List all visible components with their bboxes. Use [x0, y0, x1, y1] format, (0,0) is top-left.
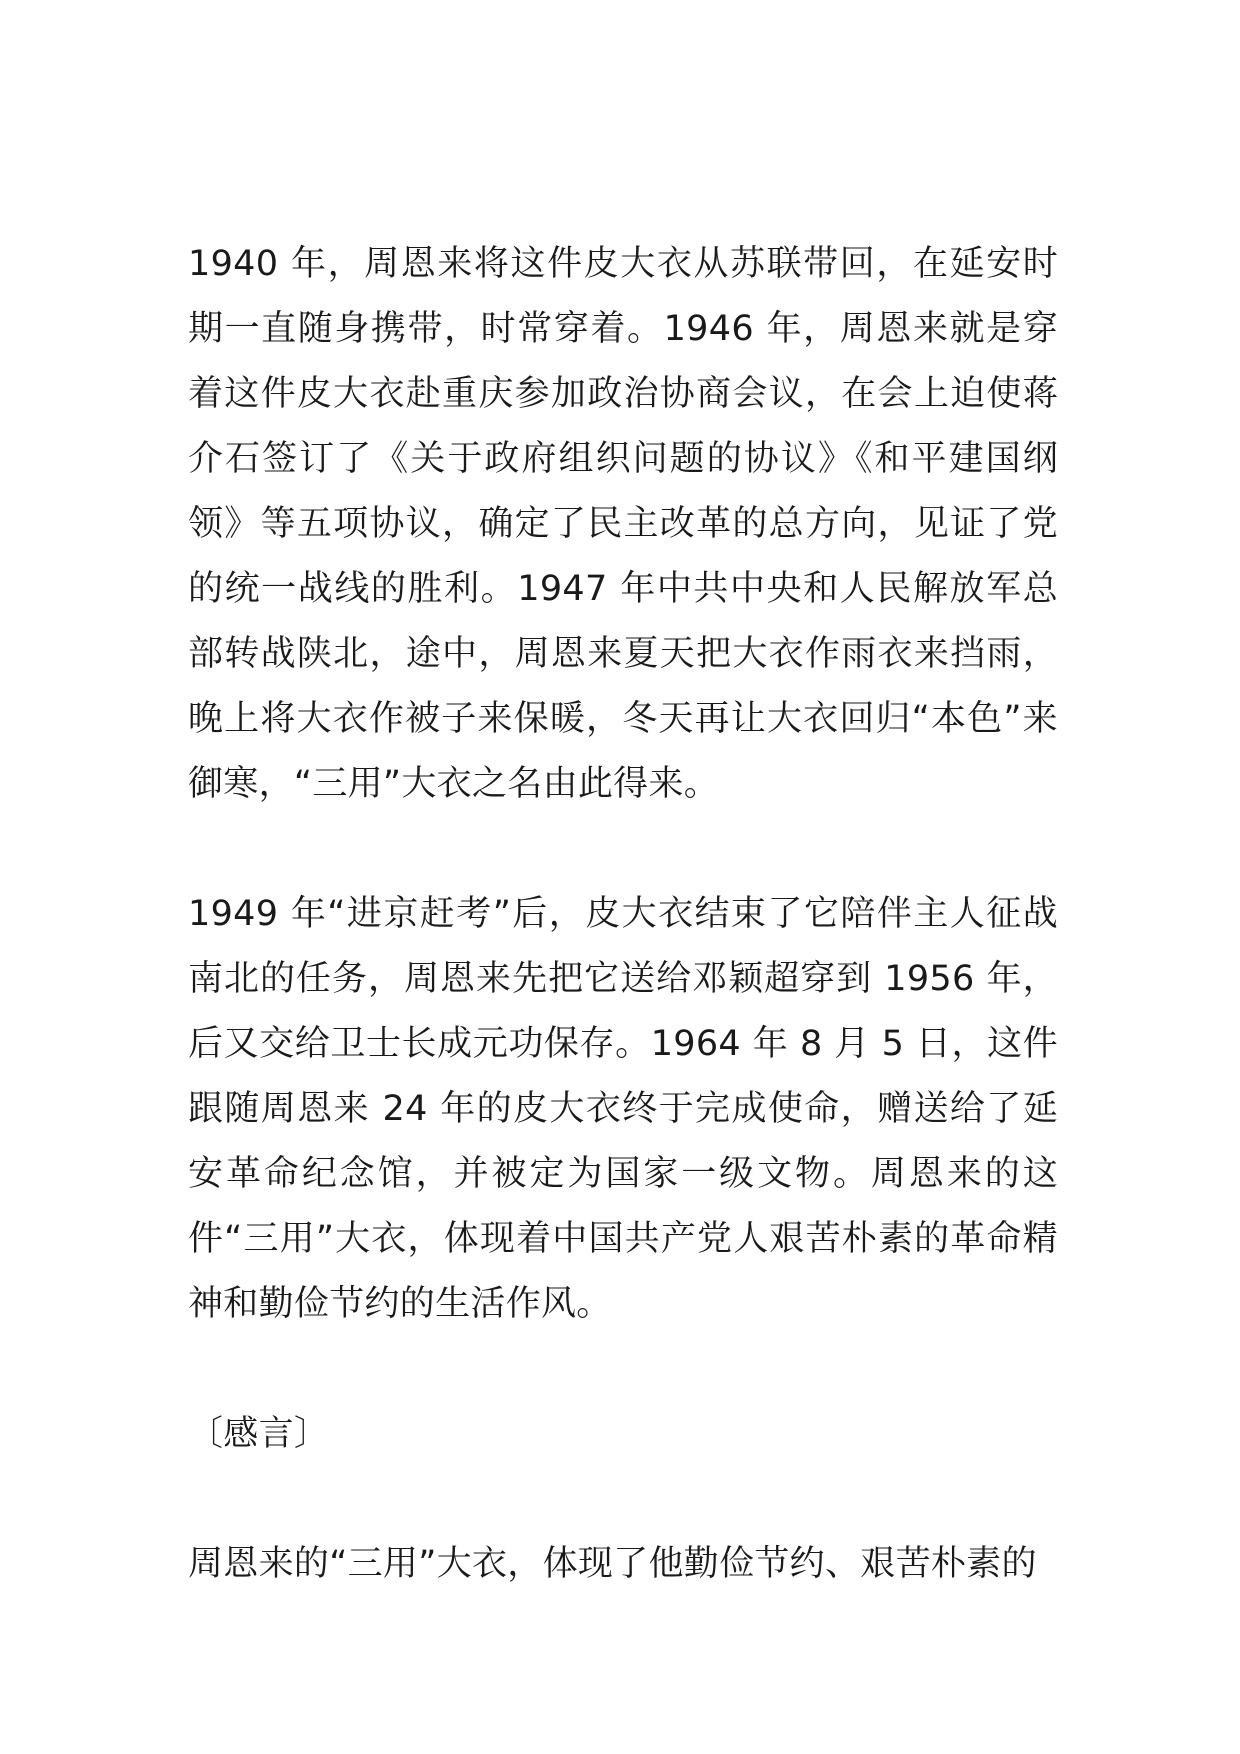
paragraph-coat-donation: 1949 年“进京赶考”后，皮大衣结束了它陪伴主人征战南北的任务，周恩来先把它送给邓颖超穿到 1956 年，后又交给卫士长成元功保存。1964 年 8 月 5 日，这件跟随周恩来 24 年的皮大衣终于完成使命，赠送给了延安革命纪念馆，并被定为国家一级文物。周恩来的这件“三用”大衣，体现着中国共产党人艰苦朴素的革命精神和勤俭节约的生活作风。 [188, 894, 1058, 1324]
paragraph-sanyong-coat-origin: 1940 年，周恩来将这件皮大衣从苏联带回，在延安时期一直随身携带，时常穿着。1946 年，周恩来就是穿着这件皮大衣赴重庆参加政治协商会议，在会上迫使蒋介石签订了《关于政府组织问题的协议》《和平建国纲领》等五项协议，确定了民主改革的总方向，见证了党的统一战线的胜利。1947 年中共中央和人民解放军总部转战陕北，途中，周恩来夏天把大衣作雨衣来挡雨，晚上将大衣作被子来保暖，冬天再让大衣回归“本色”来御寒，“三用”大衣之名由此得来。 [188, 244, 1058, 804]
section-heading-reflection: 〔感言〕 [188, 1414, 330, 1454]
document-body [188, 232, 1058, 1662]
paragraph-reflection: 周恩来的“三用”大衣，体现了他勤俭节约、艰苦朴素的 [188, 1544, 1037, 1584]
